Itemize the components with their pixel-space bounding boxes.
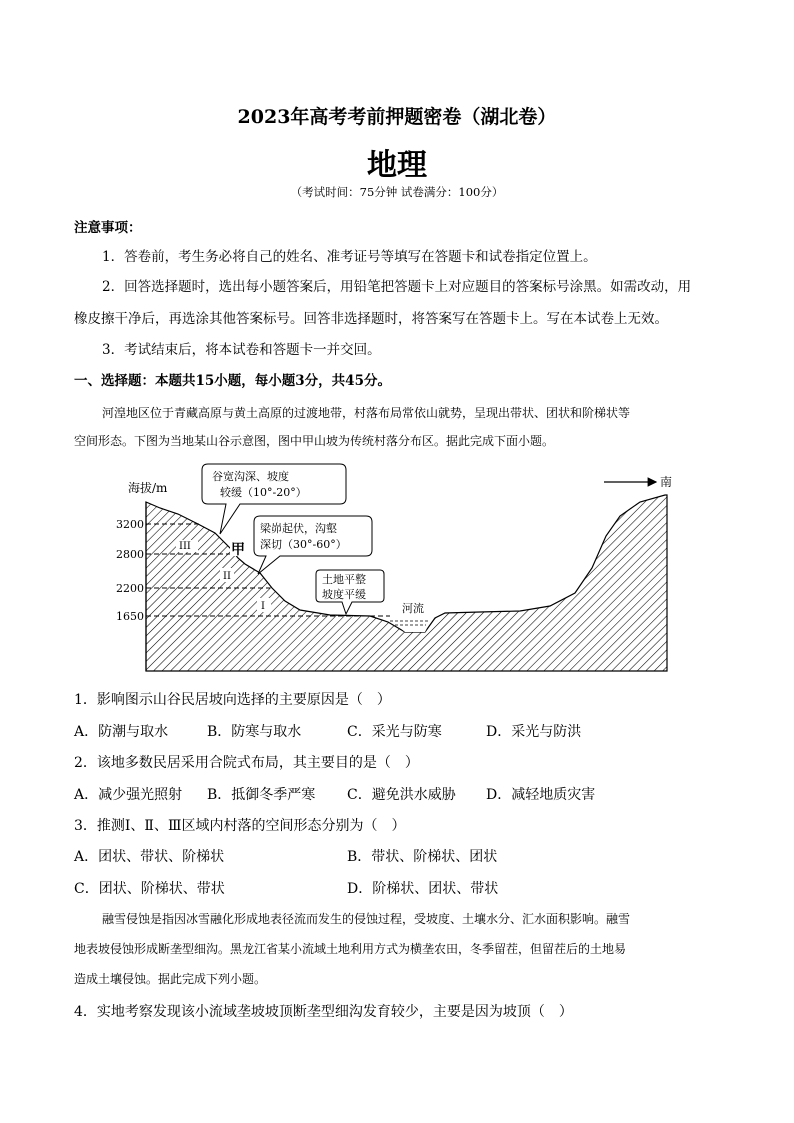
question-3: 3．推测Ⅰ、Ⅱ、Ⅲ区域内村落的空间形态分别为（ ） <box>74 818 406 834</box>
callout-mid-line2: 深切（30°-60°） <box>260 538 347 551</box>
q1-option-c[interactable]: C．采光与防寒 <box>347 724 442 740</box>
notice-item-2: 2．回答选择题时，选出每小题答案后，用铅笔把答题卡上对应题目的答案标号涂黑。如需改动，用 <box>102 279 692 295</box>
zone-II: II <box>223 571 231 582</box>
question-4: 4．实地考察发现该小流域垄坡坡顶断垄型细沟发育较少，主要是因为坡顶（ ） <box>74 1004 573 1020</box>
q2-option-c[interactable]: C．避免洪水威胁 <box>347 787 456 803</box>
intro2-line3: 造成土壤侵蚀。据此完成下列小题。 <box>74 972 267 986</box>
point-jia: 甲 <box>231 542 245 558</box>
question-1: 1．影响图示山谷民居坡向选择的主要原因是（ ） <box>74 692 391 708</box>
notice-item-3: 3．考试结束后，将本试卷和答题卡一并交回。 <box>102 342 381 358</box>
zone-I: I <box>261 601 265 612</box>
q2-option-d[interactable]: D．减轻地质灾害 <box>486 787 596 803</box>
q1-option-b[interactable]: B．防寒与取水 <box>207 724 302 740</box>
tick-2800: 2800 <box>116 548 144 561</box>
q2-option-b[interactable]: B．抵御冬季严寒 <box>207 787 316 803</box>
intro2-line1: 融雪侵蚀是指因冰雪融化形成地表径流而发生的侵蚀过程，受坡度、土壤水分、汇水面积影响。融雪 <box>102 912 631 926</box>
zone-III: III <box>179 541 191 552</box>
direction-label: 南 <box>660 475 673 489</box>
callout-low-line1: 土地平整 <box>322 573 366 586</box>
intro2-line2: 地表坡侵蚀形成断垄型细沟。黑龙江省某小流域土地利用方式为横垄农田，冬季留茬，但留茬后的土地易 <box>74 942 627 956</box>
q3-option-d[interactable]: D．阶梯状、团状、带状 <box>347 881 499 897</box>
q3-option-c[interactable]: C．团状、阶梯状、带状 <box>74 881 225 897</box>
exam-title: 2023年高考考前押题密卷（湖北卷） <box>237 106 557 128</box>
tick-1650: 1650 <box>116 610 144 623</box>
tick-3200: 3200 <box>116 518 144 531</box>
notice-item-2-cont: 橡皮擦干净后，再选涂其他答案标号。回答非选择题时，将答案写在答题卡上。写在本试卷上无效。 <box>74 311 668 327</box>
callout-mid-line1: 梁峁起伏，沟壑 <box>260 522 337 535</box>
notice-item-1: 1．答卷前，考生务必将自己的姓名、准考证号等填写在答题卡和试卷指定位置上。 <box>102 249 597 265</box>
section-heading: 一、选择题：本题共15小题，每小题3分，共45分。 <box>74 373 391 389</box>
callout-top-line2: 较缓（10°-20°） <box>220 486 307 499</box>
intro1-line1: 河湟地区位于青藏高原与黄土高原的过渡地带，村落布局常依山就势，呈现出带状、团状和阶梯状等 <box>102 406 631 420</box>
q3-option-b[interactable]: B．带状、阶梯状、团状 <box>347 849 498 865</box>
callout-low-line2: 坡度平缓 <box>322 588 366 601</box>
exam-info: （考试时间：75分钟 试卷满分：100分） <box>290 185 504 199</box>
notice-title: 注意事项： <box>74 220 142 236</box>
y-axis-label: 海拔/m <box>128 481 168 495</box>
tick-2200: 2200 <box>116 582 144 595</box>
subject-title: 地理 <box>367 148 427 183</box>
q2-option-a[interactable]: A．减少强光照射 <box>74 787 183 803</box>
valley-diagram <box>116 458 680 678</box>
q1-option-a[interactable]: A．防潮与取水 <box>74 724 169 740</box>
river-label: 河流 <box>402 602 424 615</box>
callout-top-line1: 谷宽沟深、坡度 <box>212 470 289 483</box>
intro1-line2: 空间形态。下图为当地某山谷示意图，图中甲山坡为传统村落分布区。据此完成下面小题。 <box>74 434 555 448</box>
question-2: 2．该地多数民居采用合院式布局，其主要目的是（ ） <box>74 755 419 771</box>
q1-option-d[interactable]: D．采光与防洪 <box>486 724 582 740</box>
q3-option-a[interactable]: A．团状、带状、阶梯状 <box>74 849 225 865</box>
